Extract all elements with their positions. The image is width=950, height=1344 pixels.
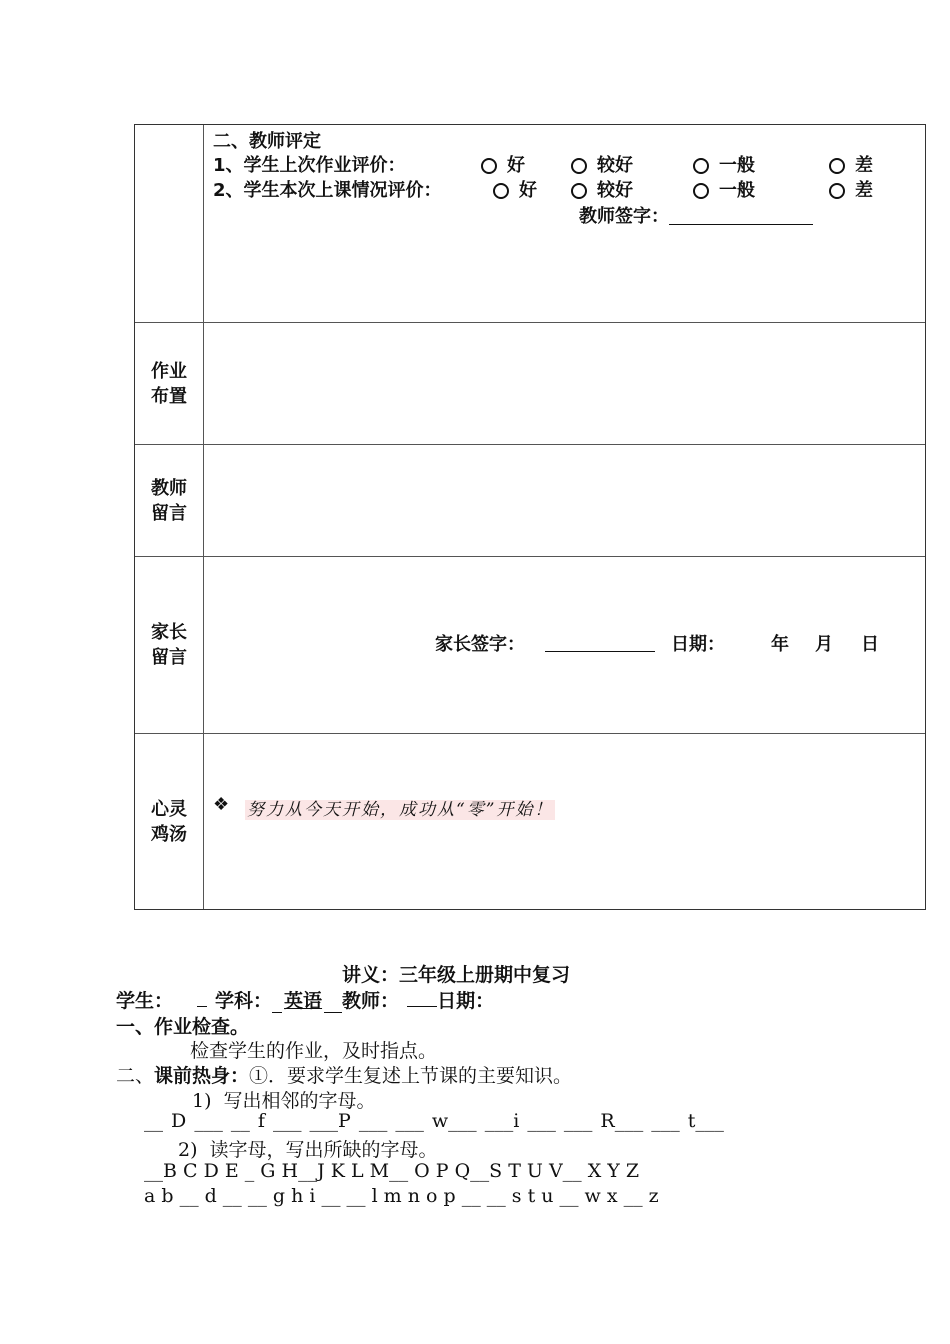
subject-label: 学科： — [215, 990, 273, 1012]
evaluation-row — [135, 125, 925, 323]
radio-this-average[interactable]: 一般 — [693, 176, 755, 202]
question2-number: 2) — [178, 1139, 198, 1161]
parent-message-cell — [203, 557, 925, 733]
radio-circle-icon — [829, 183, 845, 199]
homework-label-cell — [135, 323, 204, 444]
question2-exercise-lowercase: a b __ d __ __ g h i __ __ l m n o p __ __ s t u __ w x __ z — [144, 1185, 659, 1207]
parent-message-label: 家长 留言 — [151, 622, 187, 668]
motto-text: 努力从今天开始，成功从“零”开始！ — [247, 800, 554, 820]
diamond-bullet-icon: ❖ — [213, 794, 230, 815]
question1-exercise: __ D ___ __ f ___ ___P ___ ___ w___ ___i ___ ___ R___ ___ t___ — [144, 1110, 724, 1132]
radio-last-average[interactable]: 一般 — [693, 151, 755, 177]
lesson-record-table — [134, 124, 926, 910]
subject-value: 英语 — [284, 990, 323, 1012]
soul-label: 心灵 鸡汤 — [151, 798, 187, 845]
parent-message-label-cell — [135, 557, 204, 733]
student-blank[interactable] — [197, 992, 207, 1007]
teacher-blank[interactable] — [407, 990, 437, 1007]
question2-text: 读字母，写出所缺的字母。 — [209, 1139, 438, 1161]
question1-number: 1) — [192, 1090, 212, 1112]
eval-item-last-homework: 1、学生上次作业评价： — [213, 155, 406, 176]
student-label: 学生： — [116, 990, 174, 1012]
handout-title: 讲义：三年级上册期中复习 — [342, 964, 571, 986]
eval-item-this-class: 2、学生本次上课情况评价： — [213, 180, 442, 201]
parent-signature-label: 家长签字： — [435, 634, 525, 655]
parent-signature-line[interactable] — [545, 633, 655, 652]
date-label: 日期： — [437, 990, 495, 1012]
soul-row — [135, 734, 925, 909]
soul-label-cell — [135, 734, 204, 909]
handout-info-line — [116, 986, 494, 1013]
homework-row — [135, 323, 925, 445]
radio-circle-icon — [481, 158, 497, 174]
teacher-signature-label: 教师签字： — [579, 206, 669, 227]
teacher-message-label: 教师 留言 — [151, 477, 187, 524]
date-month: 月 — [815, 634, 833, 655]
section2-text: ①．要求学生复述上节课的主要知识。 — [249, 1065, 573, 1087]
radio-circle-icon — [571, 158, 587, 174]
section2-prefix: 二、 — [116, 1065, 155, 1087]
motto-wrap — [245, 795, 555, 820]
radio-circle-icon — [493, 183, 509, 199]
date-day: 日 — [861, 634, 879, 655]
radio-last-good[interactable]: 好 — [481, 151, 525, 177]
date-year: 年 — [771, 634, 789, 655]
soul-cell — [203, 734, 925, 909]
radio-this-poor[interactable]: 差 — [829, 176, 873, 202]
teacher-message-row — [135, 445, 925, 557]
question2 — [178, 1135, 438, 1162]
radio-circle-icon — [693, 158, 709, 174]
teacher-message-label-cell — [135, 445, 204, 556]
evaluation-label-cell — [135, 125, 204, 322]
section2-heading: 课前热身： — [154, 1065, 250, 1087]
section2-line — [116, 1061, 572, 1088]
radio-last-fairly-good[interactable]: 较好 — [571, 151, 633, 177]
radio-last-poor[interactable]: 差 — [829, 151, 873, 177]
section1-text: 检查学生的作业，及时指点。 — [190, 1040, 438, 1062]
homework-cell[interactable] — [203, 323, 925, 444]
parent-message-row — [135, 557, 925, 734]
radio-circle-icon — [571, 183, 587, 199]
teacher-label: 教师： — [342, 990, 400, 1012]
teacher-message-cell[interactable] — [203, 445, 925, 556]
evaluation-cell — [203, 125, 925, 322]
radio-this-good[interactable]: 好 — [493, 176, 537, 202]
radio-this-fairly-good[interactable]: 较好 — [571, 176, 633, 202]
question2-exercise-uppercase: __B C D E _ G H__J K L M__ O P Q__S T U V__ X Y Z — [144, 1160, 640, 1182]
teacher-signature — [579, 202, 813, 228]
question1 — [192, 1086, 376, 1113]
question1-text: 写出相邻的字母。 — [223, 1090, 376, 1112]
radio-circle-icon — [829, 158, 845, 174]
evaluation-heading: 二、教师评定 — [213, 131, 321, 152]
teacher-signature-line[interactable] — [669, 206, 813, 225]
radio-circle-icon — [693, 183, 709, 199]
homework-label: 作业 布置 — [151, 360, 187, 407]
parent-date-label: 日期： — [671, 634, 725, 655]
section1-heading: 一、作业检查。 — [116, 1016, 250, 1038]
